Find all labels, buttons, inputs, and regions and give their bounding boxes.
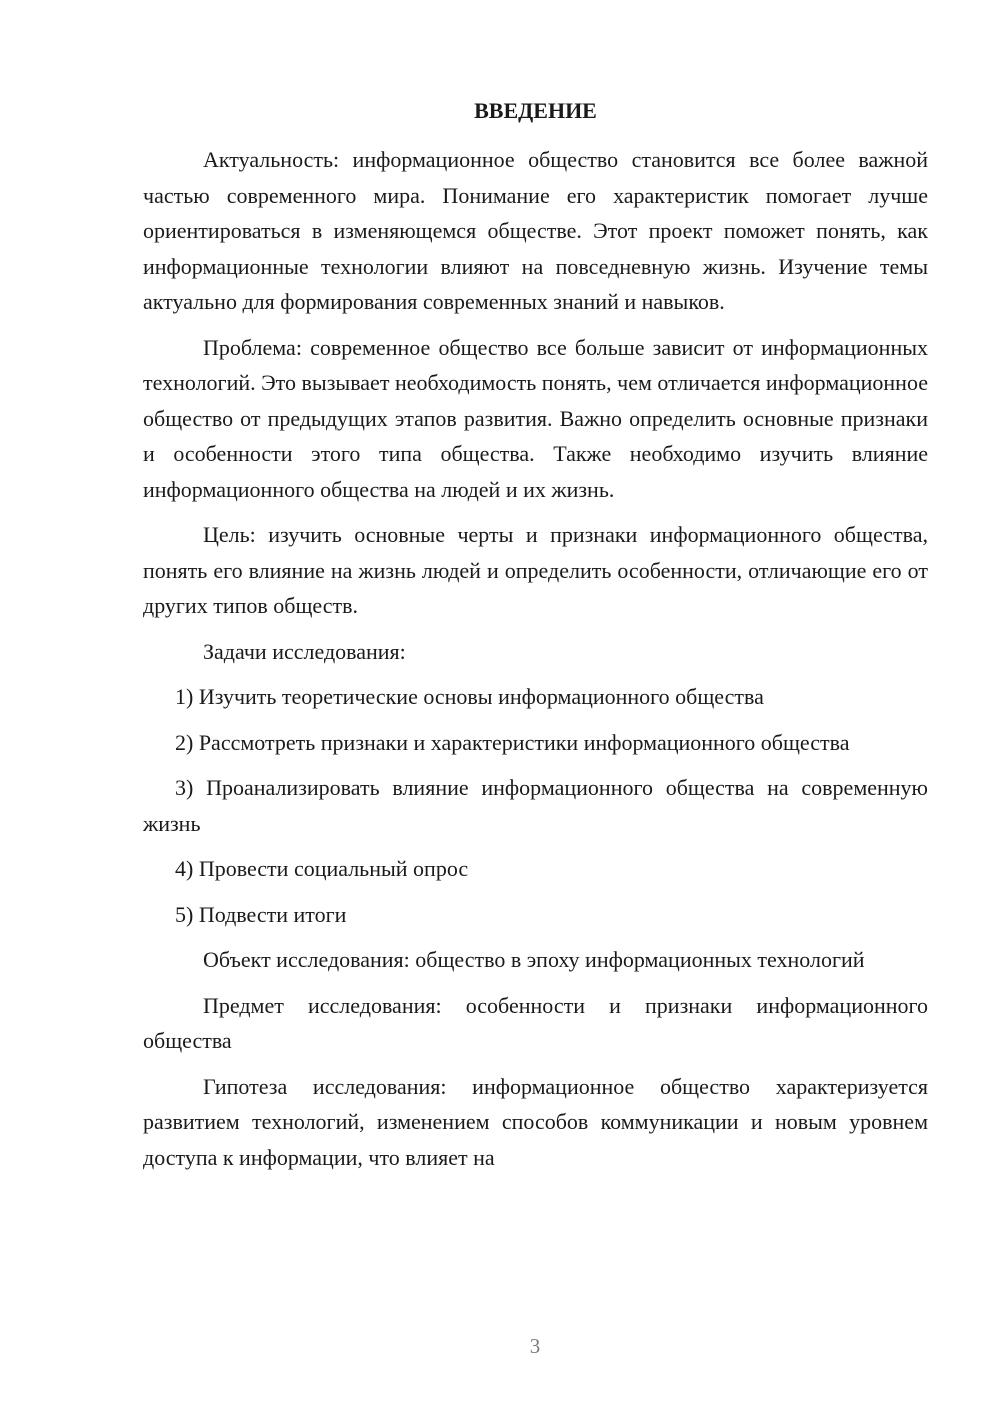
page-number: 3: [529, 1334, 541, 1358]
paragraph-relevance: Актуальность: информационное общество становится все более важной частью современного мира. Понимание его характеристик помогает лучше ориентироваться в изменяющемся обществе. Этот проект поможет понять, как информационные технологии влияют на повседневную жизнь. Изучение темы актуально для формирования современных знаний и навыков.: [143, 147, 928, 314]
task-item: 1) Изучить теоретические основы информационного общества: [175, 684, 764, 709]
task-item: 5) Подвести итоги: [175, 901, 347, 927]
paragraph-object: Объект исследования: общество в эпоху информационных технологий: [203, 947, 865, 972]
task-item: 4) Провести социальный опрос: [175, 856, 469, 881]
paragraph-problem: Проблема: современное общество все больше зависит от информационных технологий. Это вызывает необходимость понять, чем отличается информационное общество от предыдущих этапов развития. Важно определить основные признаки и особенности этого типа общества. Также необходимо изучить влияние информационного общества на людей и их жизнь.: [143, 334, 928, 502]
document-body: [143, 142, 928, 1185]
task-item: 2) Рассмотреть признаки и характеристики информационного общества: [175, 729, 850, 755]
paragraph-goal: Цель: изучить основные черты и признаки информационного общества, понять его влияние на жизнь людей и определить особенности, отличающие его от других типов обществ.: [143, 522, 928, 618]
paragraph-hypothesis: Гипотеза исследования: информационное общество характеризуется развитием технологий, изменением способов коммуникации и новым уровнем доступа к информации, что влияет на: [143, 1073, 928, 1170]
paragraph-subject: Предмет исследования: особенности и признаки информационного общества: [143, 992, 928, 1053]
tasks-heading: Задачи исследования:: [203, 638, 406, 664]
task-item: 3) Проанализировать влияние информационного общества на современную жизнь: [143, 775, 928, 836]
section-title: ВВЕДЕНИЕ: [474, 98, 597, 123]
